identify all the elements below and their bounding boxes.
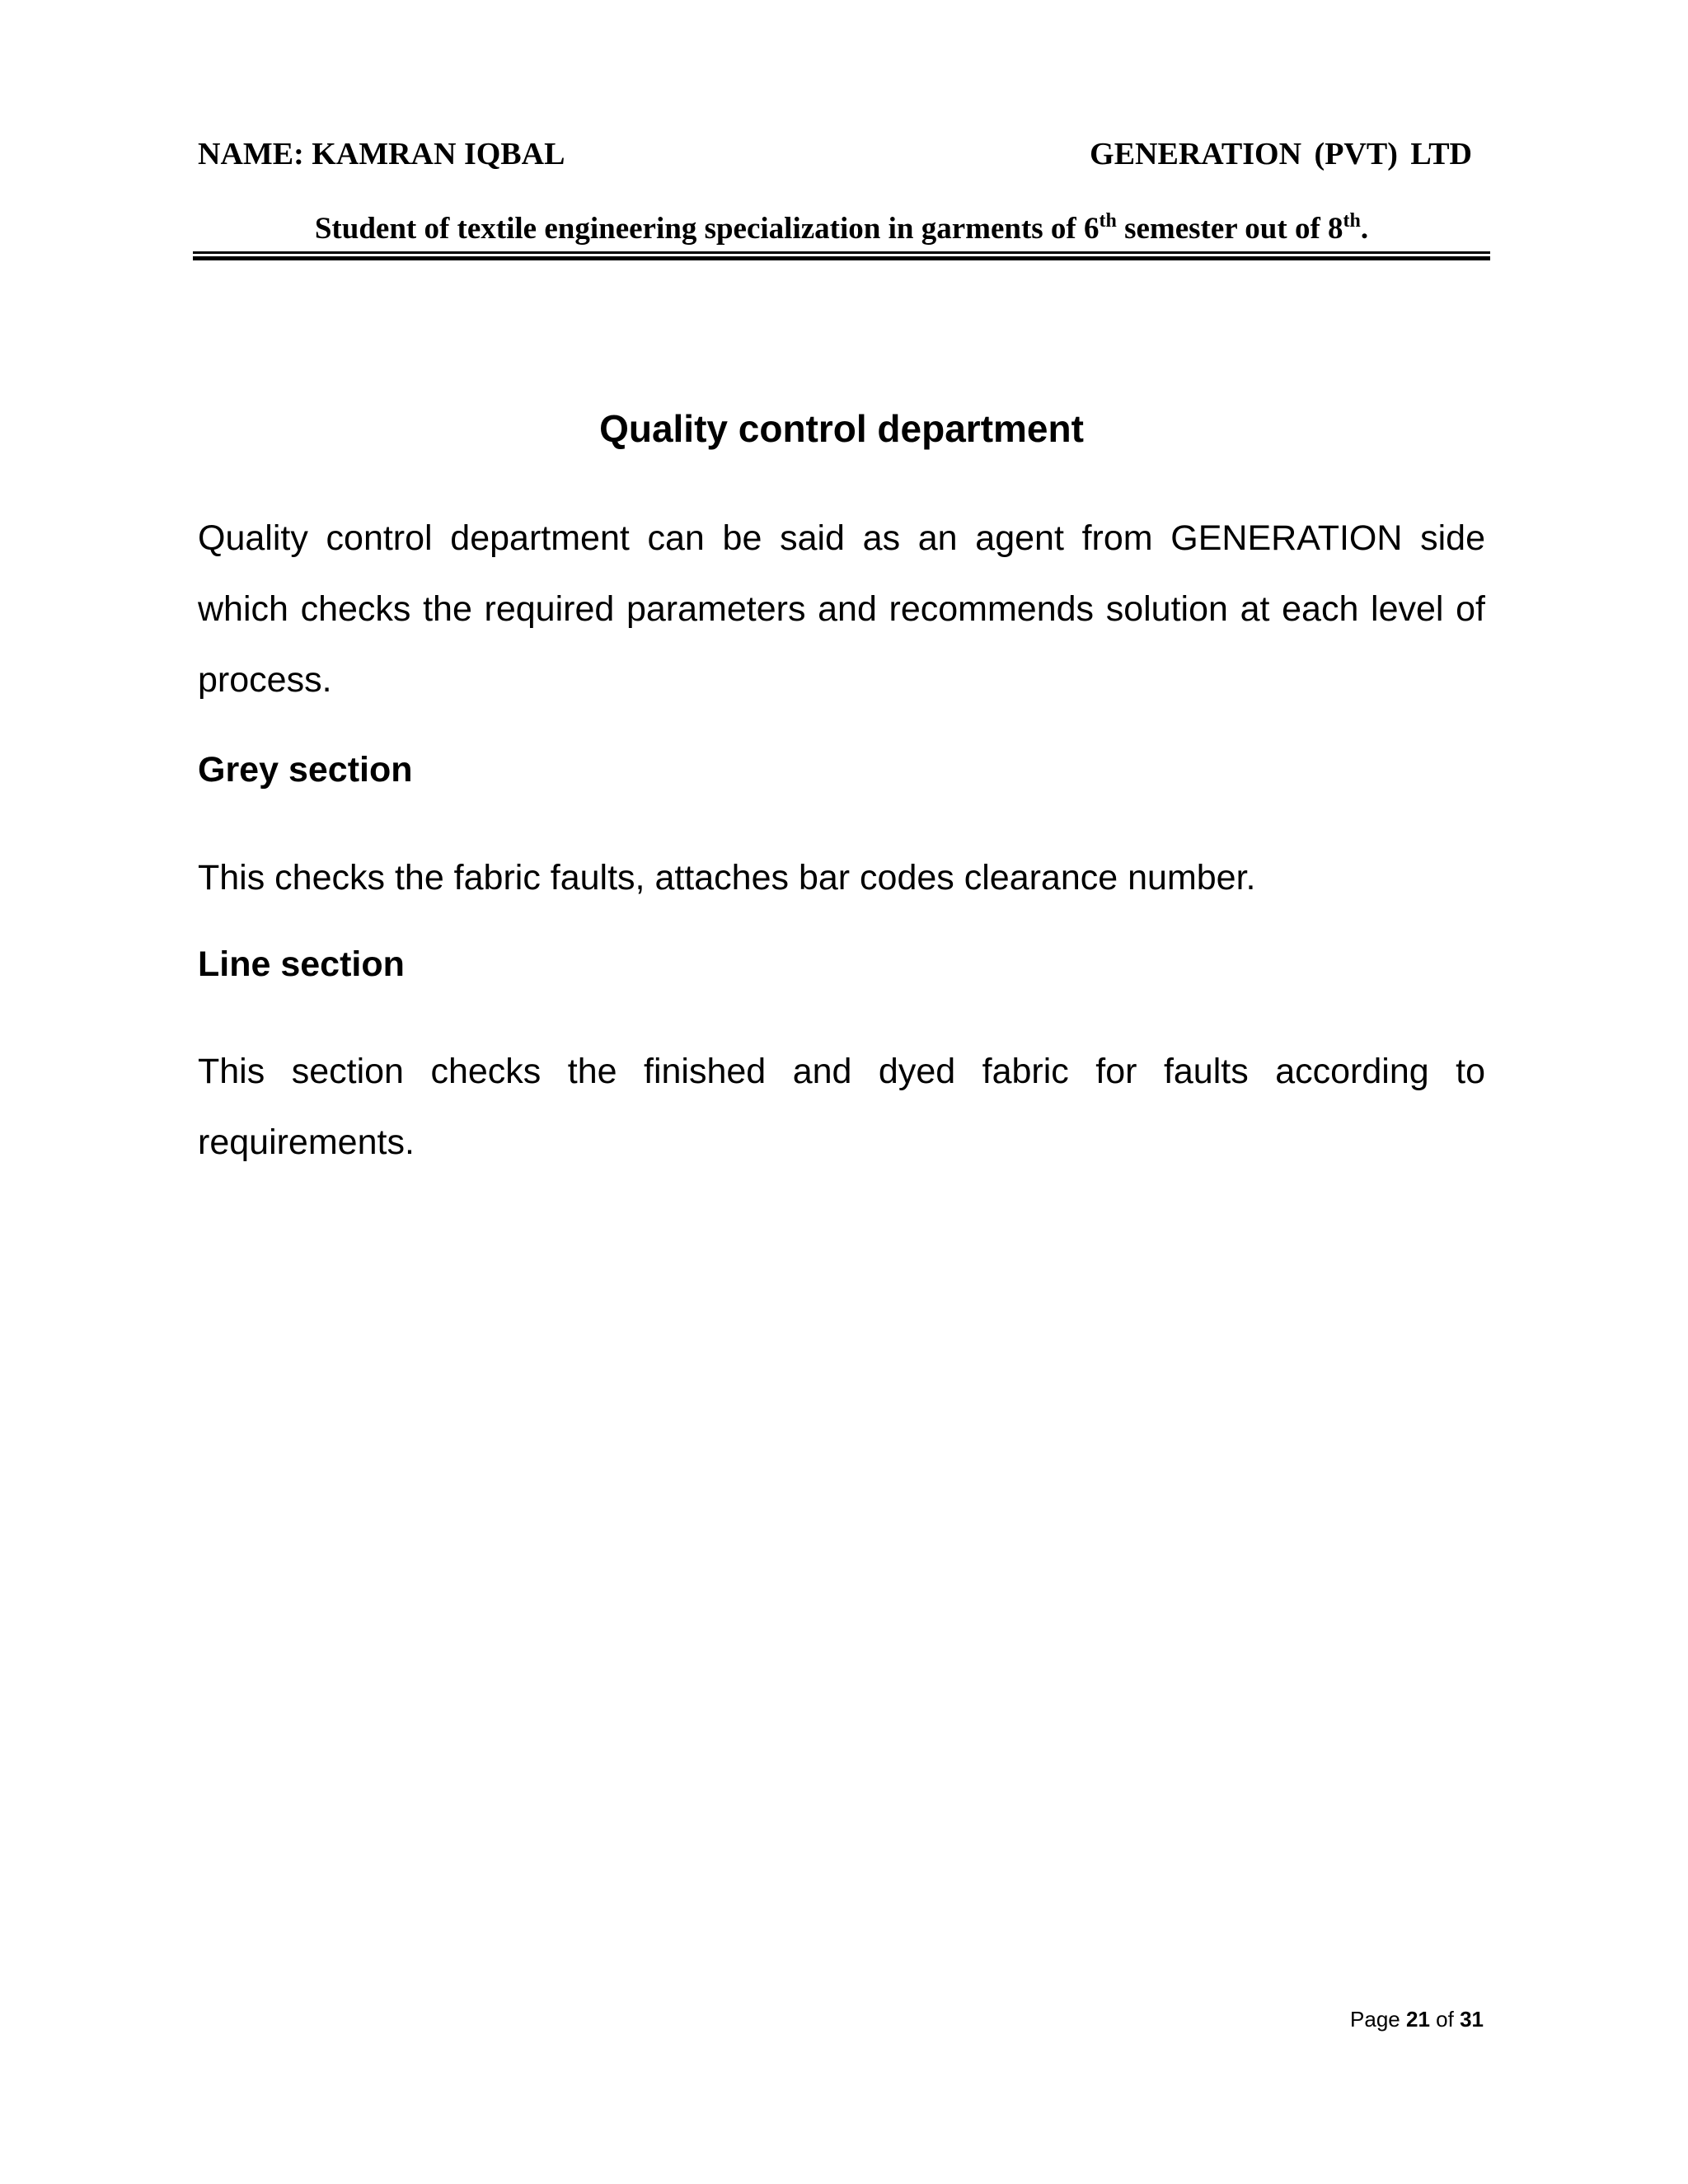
page-number <box>1350 2007 1484 2032</box>
header-author-name: NAME: KAMRAN IQBAL <box>198 137 565 171</box>
subtitle-text-1: Student of textile engineering specialization in garments of 6 <box>314 212 1100 246</box>
page-label: Page <box>1350 2007 1400 2032</box>
line-section-paragraph: This section checks the finished and dyed fabric for faults according to requirements. <box>198 1052 1485 1162</box>
page-of-label: of <box>1436 2007 1454 2032</box>
intro-paragraph: Quality control department can be said as an agent from GENERATION side which checks the required parameters and recommends solution at each level of process. <box>198 518 1485 700</box>
page-title: Quality control department <box>599 407 1084 450</box>
page-current: 21 <box>1406 2007 1430 2032</box>
header-subtitle <box>198 211 1485 246</box>
subtitle-superscript-1: th <box>1099 210 1117 232</box>
subtitle-superscript-2: th <box>1343 210 1361 232</box>
subtitle-text-2: semester out of 8 <box>1116 212 1343 246</box>
grey-section-paragraph: This checks the fabric faults, attaches bar codes clearance number. <box>198 858 1256 898</box>
header-company-name: GENERATION (PVT) LTD <box>1090 137 1472 171</box>
header-divider-thin <box>193 251 1490 254</box>
subtitle-text-end: . <box>1360 212 1369 246</box>
grey-section-heading: Grey section <box>198 750 413 790</box>
page-total: 31 <box>1460 2007 1484 2032</box>
header-divider-thick <box>193 256 1490 260</box>
line-section-heading: Line section <box>198 944 405 984</box>
